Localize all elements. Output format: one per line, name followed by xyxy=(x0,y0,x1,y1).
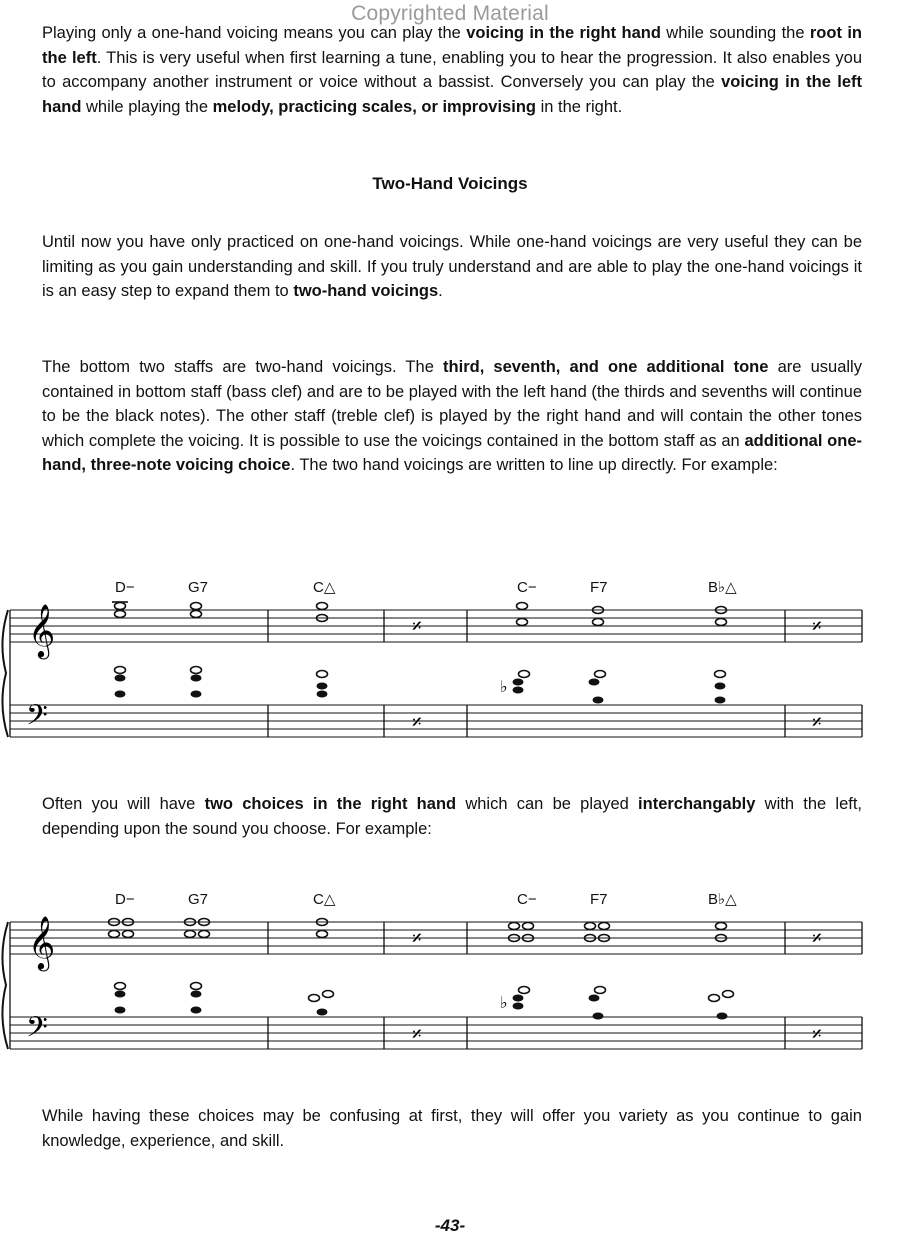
chord-bb-major7: B♭△ xyxy=(708,579,737,596)
chord-symbols xyxy=(115,891,737,908)
flat-accidental: ♭ xyxy=(500,679,508,696)
bass-staff-lines xyxy=(10,1017,862,1049)
chord-d-minor: D− xyxy=(115,579,135,596)
bass-clef: 𝄢 xyxy=(26,1012,48,1050)
music-example-1 xyxy=(0,570,900,755)
repeat-measure-sign: 𝄎 xyxy=(412,1024,422,1046)
paragraph-one-hand-voicing: Playing only a one-hand voicing means you can play the voicing in the right hand while sounding the root in the left. This is very useful when first learning a tune, enabling you to hear the progression. It also enables you to accompany another instrument or voice without a bassist. Conversely you can play the voicing in the left hand while playing the melody, practicing scales, or improvising in the right. xyxy=(42,24,862,116)
bass-staff-lines xyxy=(10,705,862,737)
page-number: -43- xyxy=(434,1216,466,1235)
repeat-measure-sign: 𝄎 xyxy=(412,928,422,950)
chord-bb-major7: B♭△ xyxy=(708,891,737,908)
treble-clef: 𝄞 xyxy=(28,604,56,656)
section-heading: Two-Hand Voicings xyxy=(372,174,528,193)
grand-staff-brace xyxy=(2,922,8,1049)
repeat-measure-sign: 𝄎 xyxy=(812,616,822,638)
flat-accidental: ♭ xyxy=(500,995,508,1012)
music-example-2 xyxy=(0,882,900,1067)
chord-f7: F7 xyxy=(590,579,608,596)
bass-chords xyxy=(115,983,734,1020)
barlines xyxy=(10,922,862,1049)
chord-c-minor: C− xyxy=(517,579,537,596)
chord-d-minor: D− xyxy=(115,891,135,908)
repeat-measure-sign: 𝄎 xyxy=(812,712,822,734)
repeat-measure-sign: 𝄎 xyxy=(412,616,422,638)
chord-f7: F7 xyxy=(590,891,608,908)
treble-staff-lines xyxy=(10,610,862,642)
barlines xyxy=(10,610,862,737)
paragraph-two-hand-intro: Until now you have only practiced on one-hand voicings. While one-hand voicings are very useful they can be limiting as you gain understanding and skill. If you truly understand and are able to play the one-hand voicings it is an easy step to expand them to two-hand voicings. xyxy=(42,233,862,301)
chord-symbols xyxy=(115,579,737,596)
bass-clef: 𝄢 xyxy=(26,700,48,738)
treble-clef: 𝄞 xyxy=(28,916,56,968)
paragraph-conclusion: While having these choices may be confusing at first, they will offer you variety as you continue to gain knowledge, experience, and skill. xyxy=(42,1107,862,1150)
paragraph-two-choices: Often you will have two choices in the right hand which can be played interchangably with the left, depending upon the sound you choose. For example: xyxy=(42,795,862,838)
repeat-measure-sign: 𝄎 xyxy=(812,1024,822,1046)
grand-staff-brace xyxy=(2,610,8,737)
chord-g7: G7 xyxy=(188,891,209,908)
chord-c-minor: C− xyxy=(517,891,537,908)
chord-g7: G7 xyxy=(188,579,209,596)
copyright-watermark: Copyrighted Material xyxy=(351,2,549,25)
treble-staff-lines xyxy=(10,922,862,954)
repeat-measure-sign: 𝄎 xyxy=(412,712,422,734)
paragraph-two-hand-explained: The bottom two staffs are two-hand voicings. The third, seventh, and one additional tone are usually contained in bottom staff (bass clef) and are to be played with the left hand (the thirds and sevenths will continue to be the black notes). The other staff (treble clef) is played by the right hand and will contain the other tones which complete the voicing. It is possible to use the voicings contained in the bottom staff as an additional one-hand, three-note voicing choice. The two hand voicings are written to line up directly. For example: xyxy=(42,358,862,475)
bass-chords xyxy=(115,667,726,704)
chord-c-major7: C△ xyxy=(313,891,336,908)
repeat-measure-sign: 𝄎 xyxy=(812,928,822,950)
chord-c-major7: C△ xyxy=(313,579,336,596)
